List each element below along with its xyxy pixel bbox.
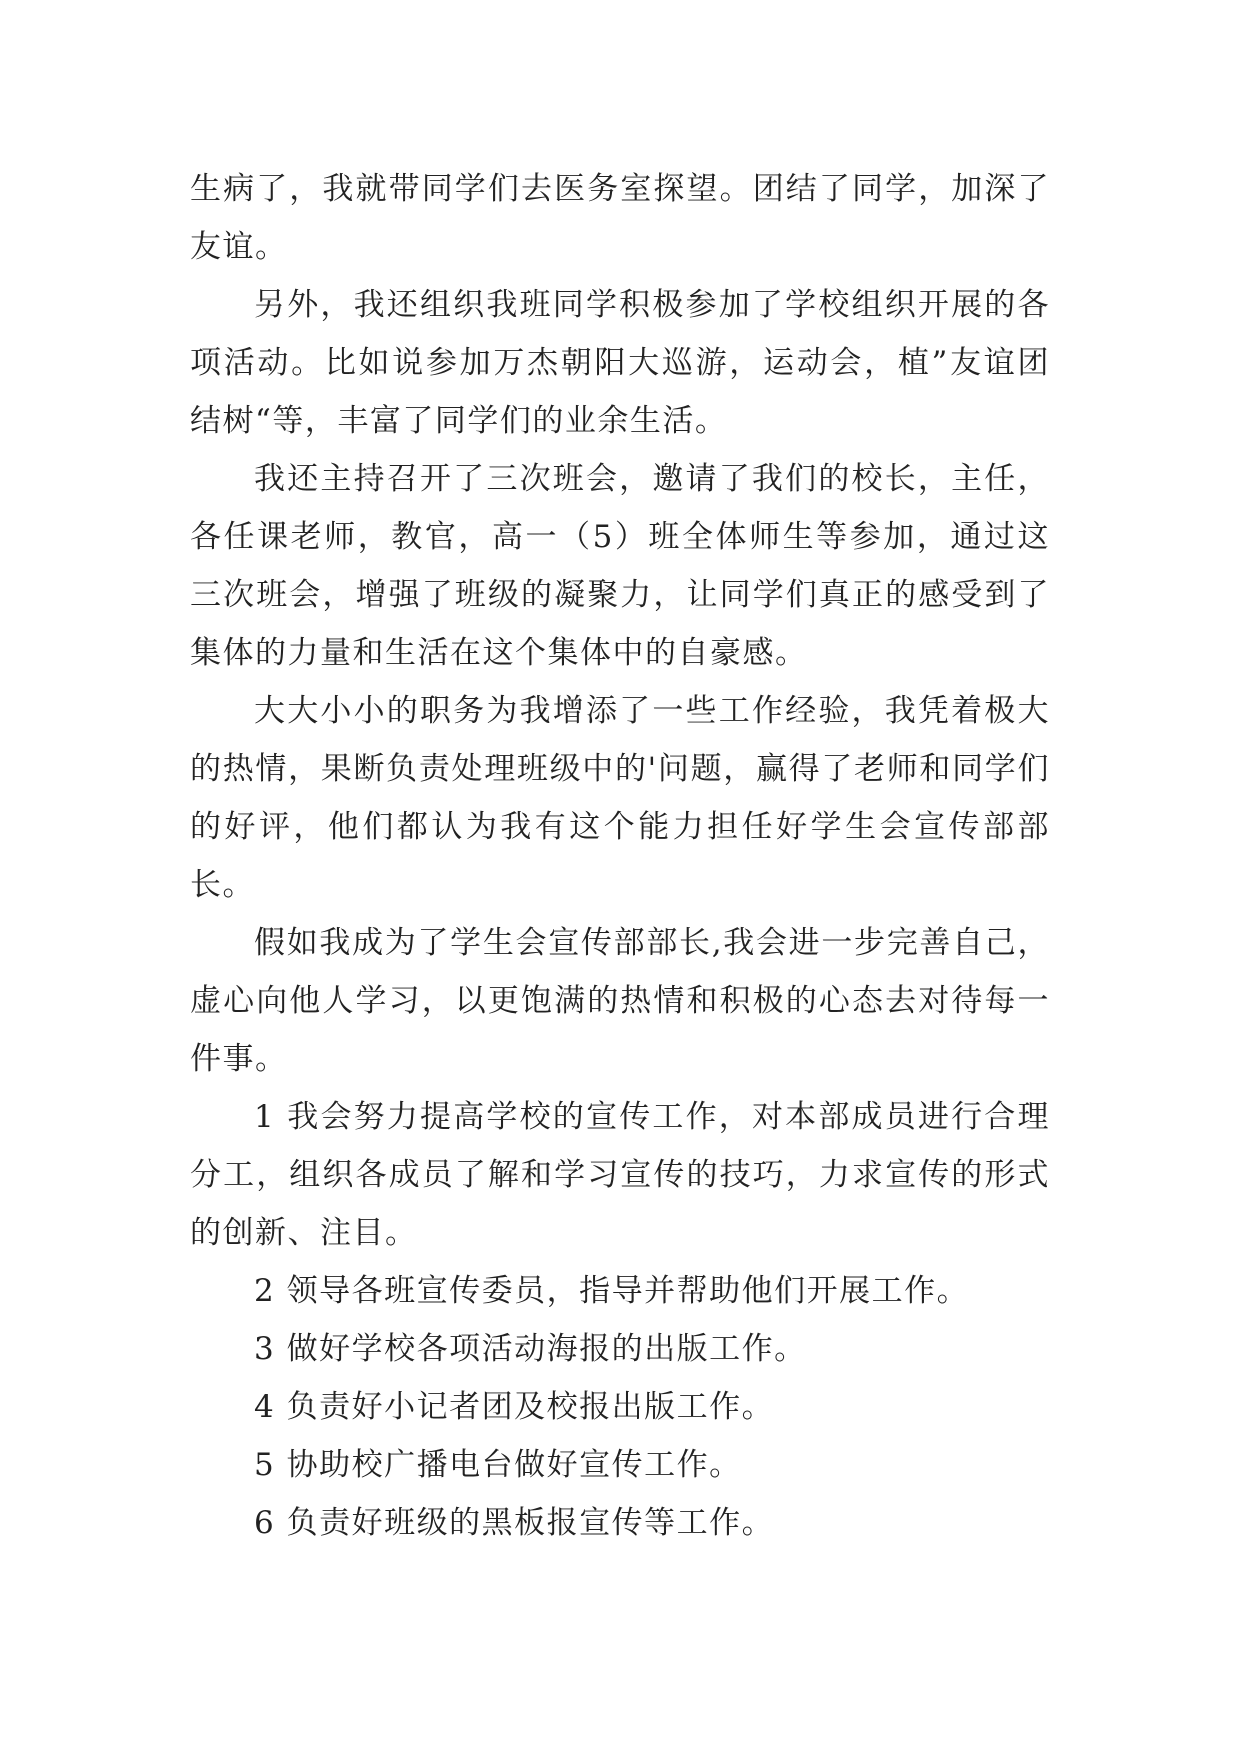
paragraph-2: 另外，我还组织我班同学积极参加了学校组织开展的各项活动。比如说参加万杰朝阳大巡游，运动会，植”友谊团结树“等，丰富了同学们的业余生活。 [190,287,1050,439]
paragraph-4: 大大小小的职务为我增添了一些工作经验，我凭着极大的热情，果断负责处理班级中的'问题，赢得了老师和同学们的好评，他们都认为我有这个能力担任好学生会宣传部部长。 [190,693,1050,903]
paragraph-1: 生病了，我就带同学们去医务室探望。团结了同学，加深了友谊。 [190,171,1050,265]
paragraph-3: 我还主持召开了三次班会，邀请了我们的校长，主任，各任课老师，教官，高一（5）班全体师生等参加，通过这三次班会，增强了班级的凝聚力，让同学们真正的感受到了集体的力量和生活在这个集体中的自豪感。 [190,461,1050,671]
list-item-1: 1 我会努力提高学校的宣传工作，对本部成员进行合理分工，组织各成员了解和学习宣传的技巧，力求宣传的形式的创新、注目。 [190,1099,1050,1251]
list-item-5: 5 协助校广播电台做好宣传工作。 [254,1447,742,1483]
list-item-6: 6 负责好班级的黑板报宣传等工作。 [254,1505,775,1541]
list-item-4: 4 负责好小记者团及校报出版工作。 [254,1389,775,1425]
list-item-2: 2 领导各班宣传委员，指导并帮助他们开展工作。 [254,1273,970,1309]
paragraph-5: 假如我成为了学生会宣传部部长,我会进一步完善自己，虚心向他人学习，以更饱满的热情和积极的心态去对待每一件事。 [190,925,1050,1077]
document-body [190,160,1050,1552]
list-item-3: 3 做好学校各项活动海报的出版工作。 [254,1331,807,1367]
